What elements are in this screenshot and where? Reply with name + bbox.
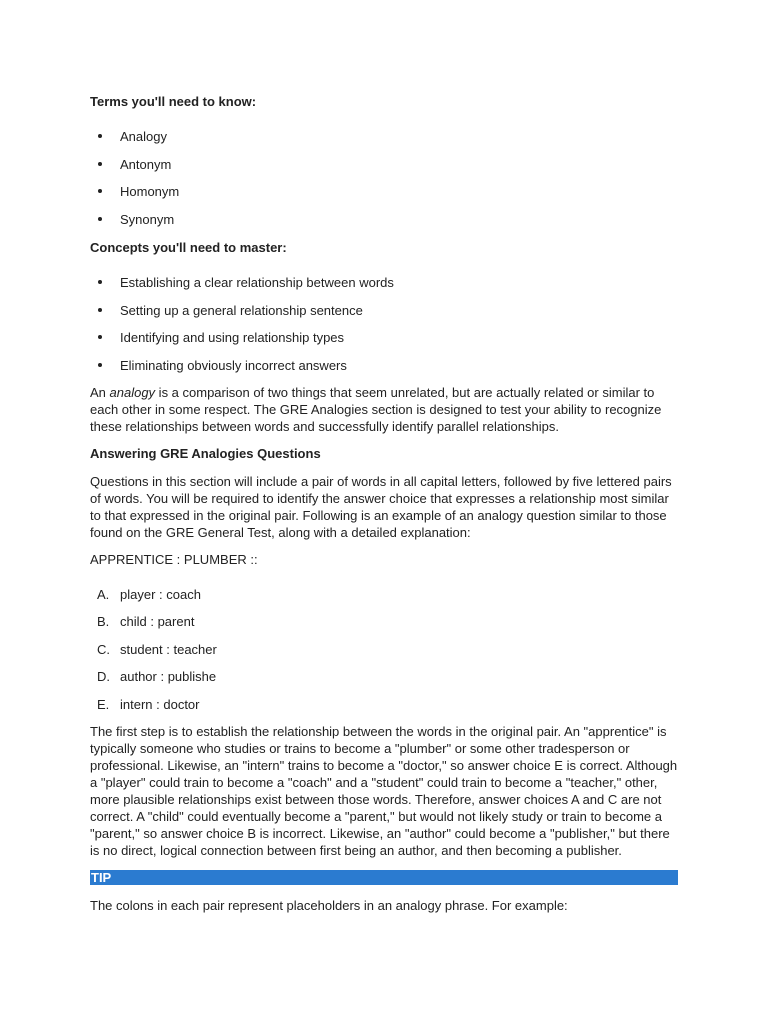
terms-list <box>90 128 179 238</box>
answer-choice <box>90 696 678 723</box>
list-item: Homonym <box>90 183 179 211</box>
answer-choice <box>90 641 678 668</box>
choice-text: player : coach <box>120 587 201 602</box>
tip-label: TIP <box>91 870 112 885</box>
explanation-paragraph: The first step is to establish the relationship between the words in the original pair. An "apprentice" is typically someone who studies or trains to become a "plumber" or some other tradesperson or professional. Likewise, an "intern" trains to become a "doctor," so answer choice E is correct. Although a "player" could train to become a "coach" and a "student" could train to become a "teacher," other, more plausible relationships exist between those words. Therefore, answer choices A and C are not correct. A "child" could eventually become a "parent," but would not likely study or train to become a "parent," so answer choice B is incorrect. Likewise, an "author" could become a "publisher," but there is no direct, logical connection between first being an author, and then becoming a publisher. <box>90 724 678 858</box>
concepts-list <box>90 274 678 384</box>
list-item: Setting up a general relationship sentence <box>90 302 678 330</box>
tip-bar <box>90 870 678 885</box>
list-item: Analogy <box>90 128 179 156</box>
intro-rest: is a comparison of two things that seem unrelated, but are actually related or similar to each other in some respect. The GRE Analogies section is designed to test your ability to recognize these relationships between words and successfully identify parallel relationships. <box>90 385 662 434</box>
choice-letter: D. <box>97 669 110 685</box>
list-item: Antonym <box>90 156 179 184</box>
section-heading: Answering GRE Analogies Questions <box>90 446 321 461</box>
list-item: Identifying and using relationship types <box>90 329 678 357</box>
section-paragraph: Questions in this section will include a pair of words in all capital letters, followed by five lettered pairs of words. You will be required to identify the answer choice that expresses a relationship most similar to that expressed in the original pair. Following is an example of an analogy question similar to those found on the GRE General Test, along with a detailed explanation: <box>90 474 672 540</box>
choice-text: child : parent <box>120 614 195 630</box>
analogy-term: analogy <box>109 385 156 400</box>
choice-text: student : teacher <box>120 641 217 657</box>
list-item: Establishing a clear relationship between words <box>90 274 678 302</box>
tip-text: The colons in each pair represent placeholders in an analogy phrase. For example: <box>90 898 568 913</box>
list-item: Synonym <box>90 211 179 239</box>
question-stem: APPRENTICE : PLUMBER :: <box>90 552 258 567</box>
intro-paragraph <box>90 384 678 435</box>
choice-letter: E. <box>97 696 110 712</box>
answer-choices <box>90 586 678 723</box>
list-item: Eliminating obviously incorrect answers <box>90 357 678 385</box>
choice-letter: C. <box>97 641 110 657</box>
choice-text: intern : doctor <box>120 696 200 712</box>
concepts-heading: Concepts you'll need to master: <box>90 240 287 255</box>
answer-choice <box>90 668 678 695</box>
terms-heading: Terms you'll need to know: <box>90 94 257 109</box>
intro-prefix: An <box>90 385 110 400</box>
answer-choice <box>90 613 678 640</box>
choice-text: author : publishe <box>120 669 217 685</box>
choice-letter: A. <box>97 587 110 602</box>
choice-letter: B. <box>97 614 110 630</box>
answer-choice <box>90 586 678 613</box>
